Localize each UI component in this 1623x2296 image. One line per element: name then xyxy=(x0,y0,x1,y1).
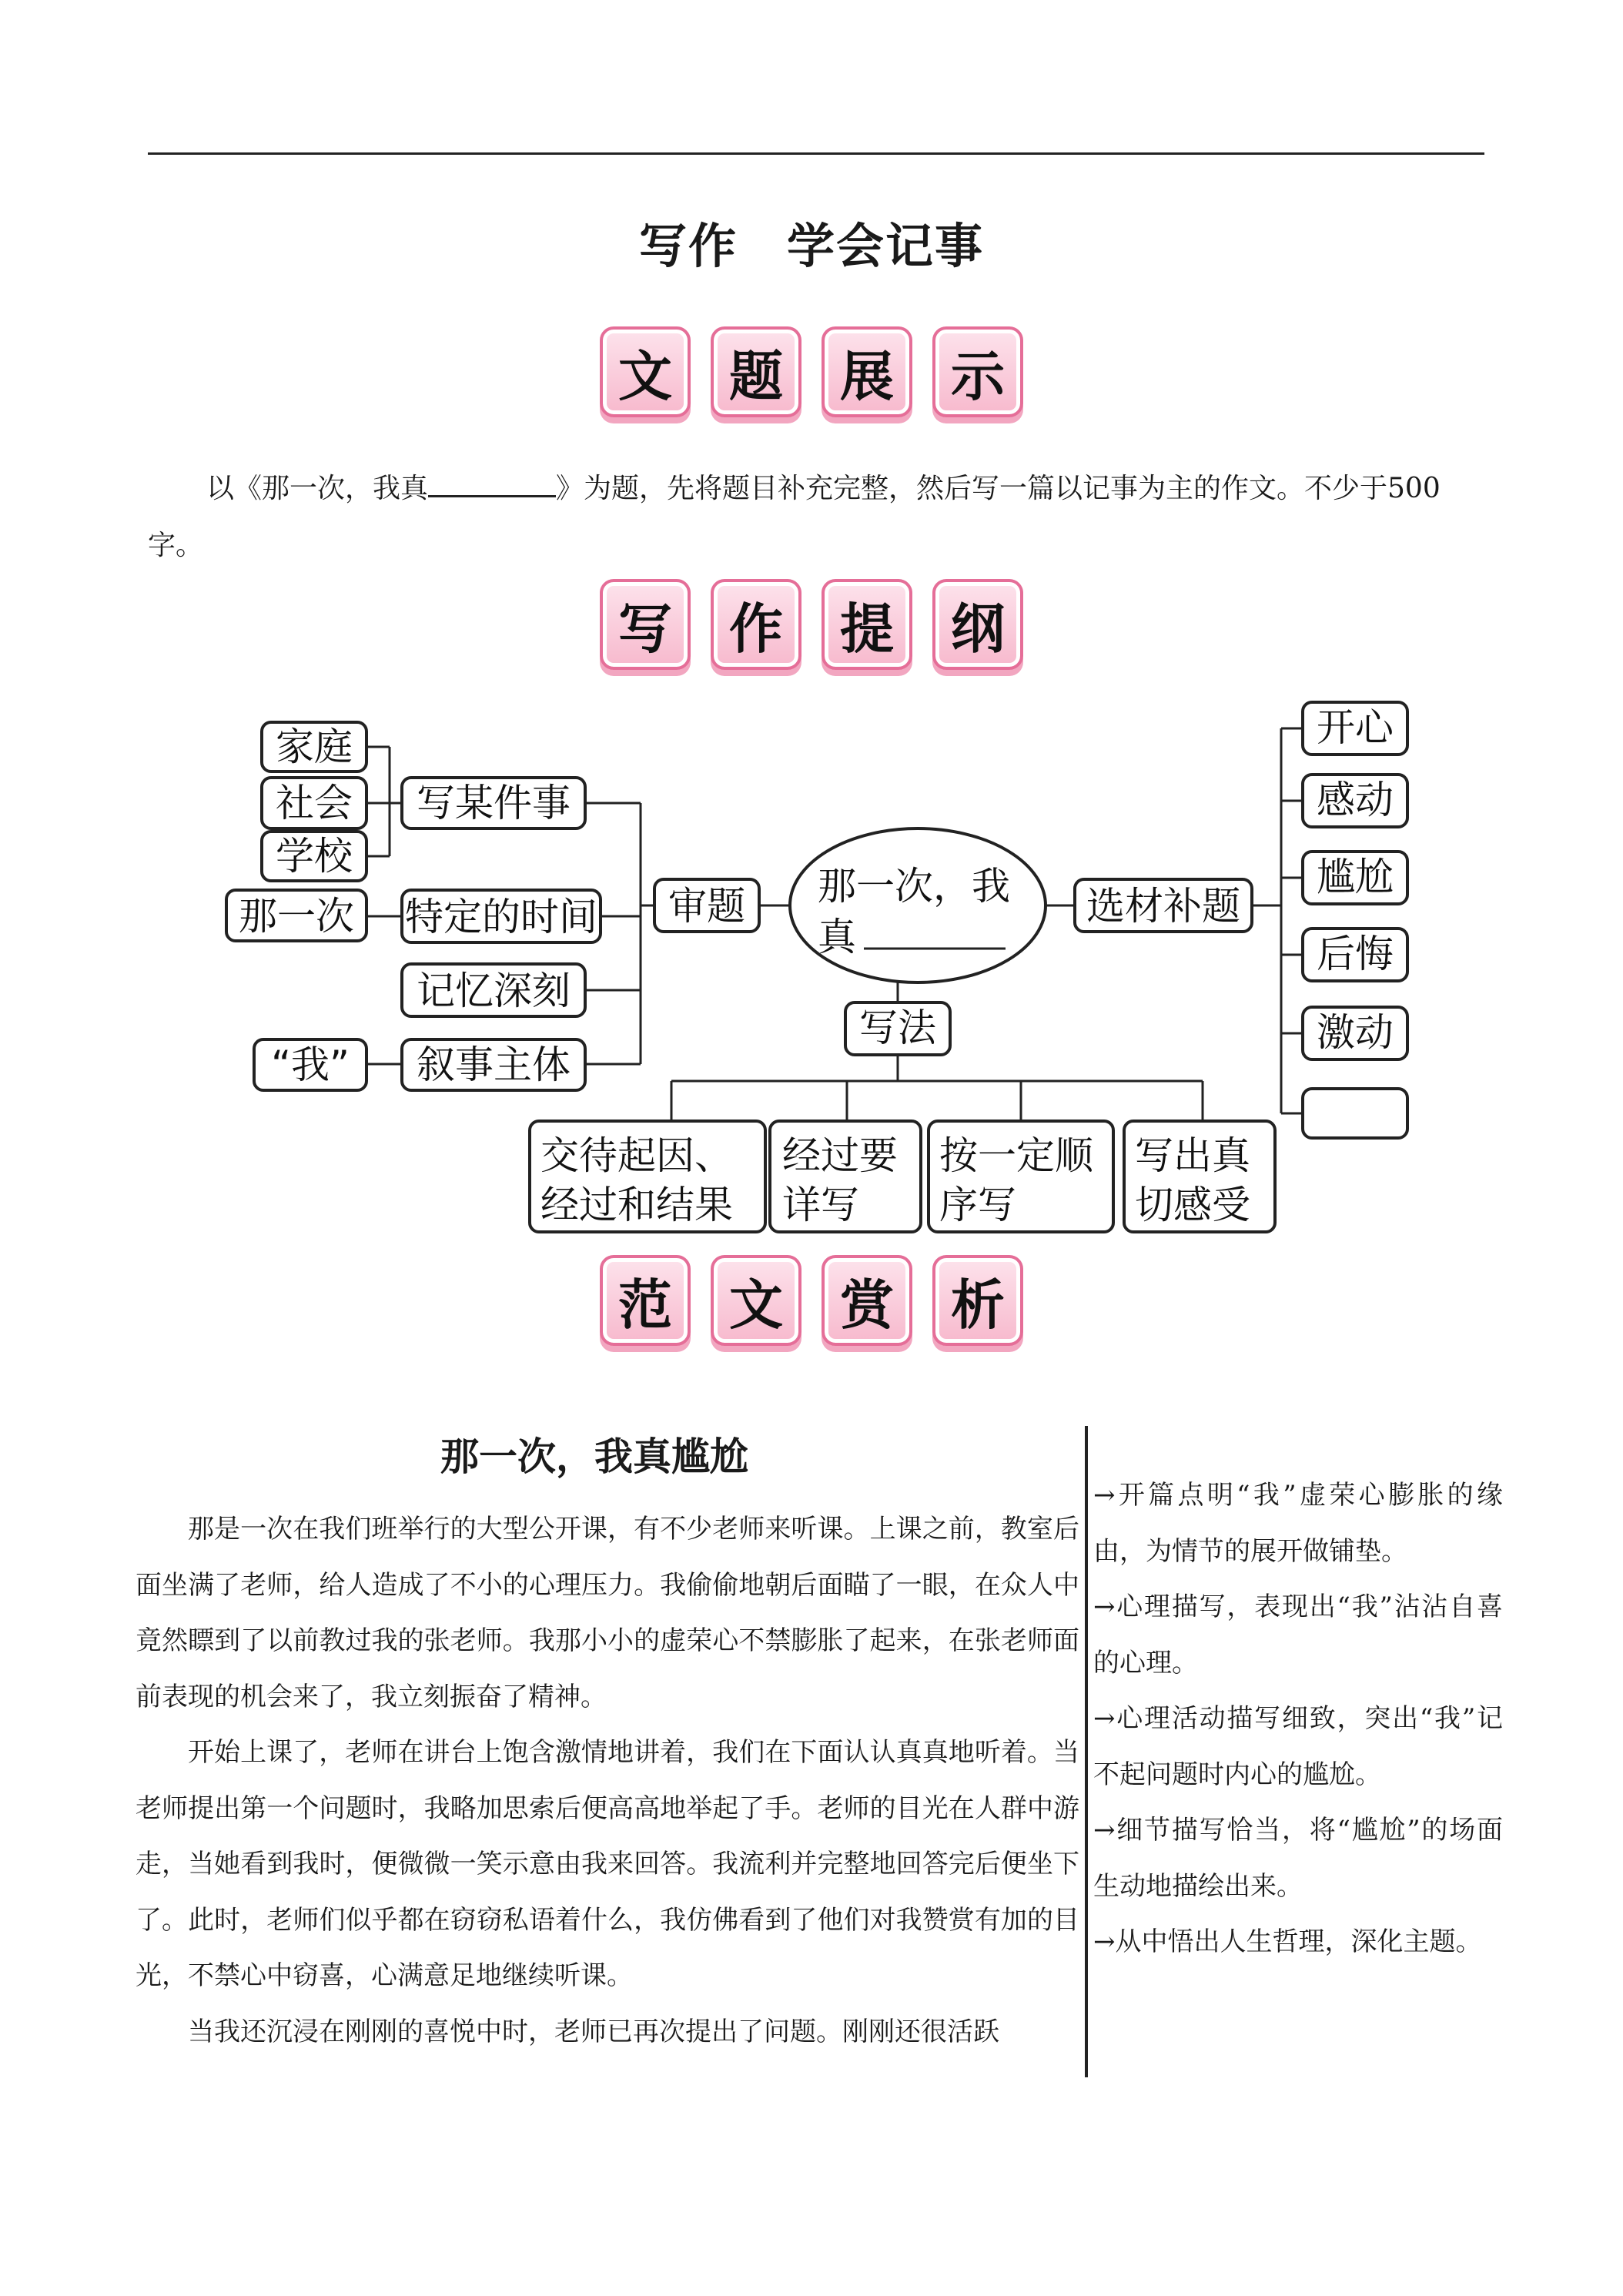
label-xuexiao: 学校 xyxy=(276,834,353,879)
bottom-1-line1: 交待起因、 xyxy=(540,1133,733,1178)
section-badge-char: 示 xyxy=(932,326,1023,417)
label-jiyishenke: 记忆深刻 xyxy=(417,969,571,1013)
section-badge-char: 文 xyxy=(600,326,691,417)
bottom-4-line1: 写出真 xyxy=(1135,1133,1250,1178)
label-xiefa: 写法 xyxy=(859,1006,936,1050)
label-xushizhuti: 叙事主体 xyxy=(417,1043,571,1087)
label-right-2: 感动 xyxy=(1317,778,1394,822)
annotation-column xyxy=(1093,1468,1503,1970)
label-xiemoujianshi: 写某件事 xyxy=(417,781,571,825)
label-right-4: 后悔 xyxy=(1317,932,1394,976)
bottom-1-line2: 经过和结果 xyxy=(540,1183,733,1227)
essay-paragraph: 那是一次在我们班举行的大型公开课，有不少老师来听课。上课之前，教室后面坐满了老师，给人造成了不小的心理压力。我偷偷地朝后面瞄了一眼，在众人中竟然瞟到了以前教过我的张老师。我那小小的虚荣心不禁膨胀了起来，在张老师面前表现的机会来了，我立刻振奋了精神。 xyxy=(136,1514,1079,1712)
label-right-5: 激动 xyxy=(1317,1010,1394,1055)
center-text-line1: 那一次，我 xyxy=(818,864,1010,909)
annotation-note: →从中悟出人生哲理，深化主题。 xyxy=(1093,1926,1482,1957)
section-badge-char: 析 xyxy=(932,1255,1023,1346)
essay-title: 那一次，我真尴尬 xyxy=(440,1434,748,1479)
annotation-divider xyxy=(1085,1426,1088,2077)
bottom-3-line2: 序写 xyxy=(939,1183,1016,1227)
bottom-4-line2: 切感受 xyxy=(1135,1183,1250,1227)
section-badge-char: 范 xyxy=(600,1255,691,1346)
label-shenti: 审题 xyxy=(668,884,745,929)
section-badge-char: 文 xyxy=(711,1255,801,1346)
annotation-note: →开篇点明“我”虚荣心膨胀的缘由，为情节的展开做铺垫。 xyxy=(1093,1480,1503,1567)
section-badge-char: 作 xyxy=(711,579,801,670)
bottom-2-line2: 详写 xyxy=(782,1183,859,1227)
section-badge-char: 赏 xyxy=(822,1255,912,1346)
section-badge-char: 展 xyxy=(822,326,912,417)
section-badge-char: 提 xyxy=(822,579,912,670)
section-badge-char: 纲 xyxy=(932,579,1023,670)
label-xuancaibuti: 选材补题 xyxy=(1086,884,1240,929)
label-wo: “我” xyxy=(271,1043,350,1087)
label-shehui: 社会 xyxy=(276,781,353,825)
essay-paragraph: 开始上课了，老师在讲台上饱含激情地讲着，我们在下面认认真真地听着。当老师提出第一个问题时，我略加思索后便高高地举起了手。老师的目光在人群中游走，当她看到我时，便微微一笑示意由我来回答。我流利并完整地回答完后便坐下了。此时，老师们似乎都在窃窃私语着什么，我仿佛看到了他们对我赞赏有加的目光，不禁心中窃喜，心满意足地继续听课。 xyxy=(136,1737,1079,1991)
prompt-text-before: 以《那一次，我真 xyxy=(206,473,429,504)
box-right-6-empty xyxy=(1303,1089,1407,1138)
essay-body xyxy=(136,1501,1079,2060)
section-badge-char: 写 xyxy=(600,579,691,670)
bottom-2-line1: 经过要 xyxy=(782,1133,898,1178)
center-text-line2: 真 xyxy=(818,915,856,959)
annotation-note: →细节描写恰当，将“尴尬”的场面生动地描绘出来。 xyxy=(1093,1815,1503,1902)
bottom-3-line1: 按一定顺 xyxy=(939,1133,1093,1178)
label-right-3: 尴尬 xyxy=(1317,855,1394,899)
label-nayici: 那一次 xyxy=(239,894,354,939)
label-right-1: 开心 xyxy=(1317,705,1394,750)
label-jiating: 家庭 xyxy=(276,725,353,769)
page-title: 写作 学会记事 xyxy=(638,218,984,274)
section-header-fanwenshangxi xyxy=(0,1255,1623,1346)
prompt-text-after: 》为题，先将题目补充完整，然后写一篇以记事为主的作文。不少于500字。 xyxy=(148,473,1441,561)
section-badge-char: 题 xyxy=(711,326,801,417)
annotation-note: →心理描写，表现出“我”沾沾自喜的心理。 xyxy=(1093,1591,1503,1678)
label-tedingshijian: 特定的时间 xyxy=(405,895,597,939)
annotation-note: →心理活动描写细致，突出“我”记不起问题时内心的尴尬。 xyxy=(1093,1703,1503,1790)
essay-paragraph: 当我还沉浸在刚刚的喜悦中时，老师已再次提出了问题。刚刚还很活跃 xyxy=(188,2016,999,2047)
